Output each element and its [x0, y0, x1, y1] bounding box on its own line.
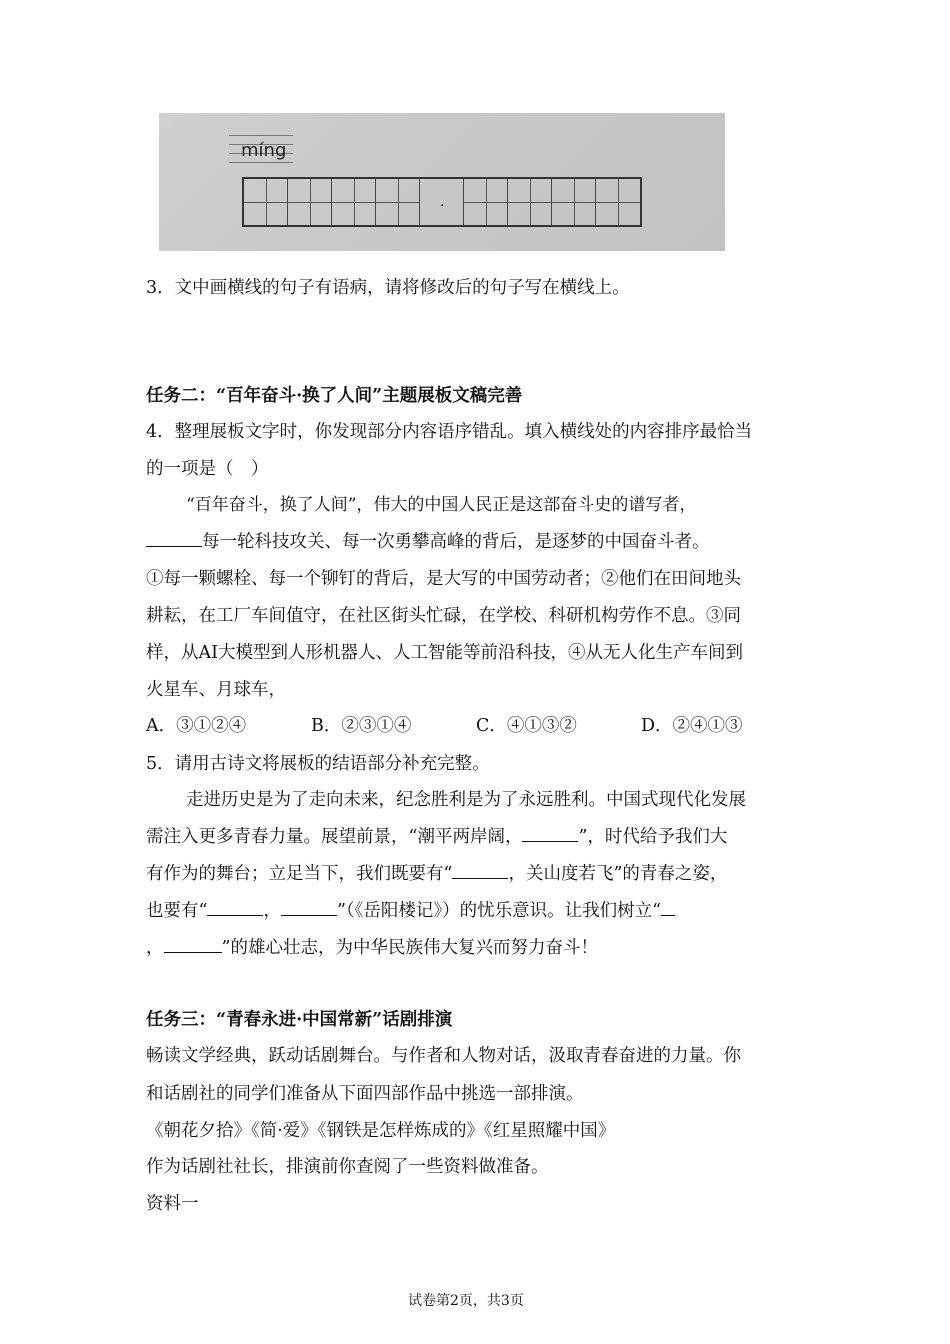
answer-blank[interactable] — [164, 951, 222, 953]
option-a[interactable]: A．③①②④ — [146, 716, 247, 736]
grid-cell — [332, 179, 376, 225]
grid-cell — [508, 179, 552, 225]
answer-blank[interactable] — [522, 840, 578, 842]
q4-passage-line-2: 每一轮科技攻关、每一次勇攀高峰的背后，是逐梦的中国奋斗者。 — [146, 534, 710, 552]
question-4-line-2: 的一项是（ ） — [146, 459, 269, 479]
answer-blank[interactable] — [146, 545, 202, 547]
answer-blank[interactable] — [452, 877, 508, 879]
grid-cell — [552, 179, 596, 225]
q5-line-3: 有作为的舞台；立足当下，我们既要有“ ，关山度若飞”的青春之姿， — [146, 864, 728, 884]
option-c[interactable]: C．④①③② — [476, 716, 577, 736]
question-3: 3．文中画横线的句子有语病，请将修改后的句子写在横线上。 — [146, 278, 630, 298]
question-4-line-1: 4．整理展板文字时，你发现部分内容语序错乱。填入横线处的内容排序最恰当 — [146, 422, 753, 442]
q5-line-4: 也要有“ ， ”（《岳阳楼记》）的忧乐意识。让我们树立“ — [146, 903, 675, 921]
question-5: 5．请用古诗文将展板的结语部分补充完整。 — [146, 754, 490, 774]
grid-cell — [596, 179, 640, 225]
task-3-line-1: 畅读文学经典，跃动话剧舞台。与作者和人物对话，汲取青春奋进的力量。你 — [146, 1046, 741, 1066]
q4-items-line-1: ①每一颗螺栓、每一个铆钉的背后，是大写的中国劳动者；②他们在田间地头 — [146, 569, 741, 589]
q4-items-line-4: 火星车、月球车， — [146, 680, 286, 700]
task-3-line-4: 资料一 — [146, 1194, 199, 1214]
q4-items-line-2: 耕耘，在工厂车间值守，在社区街头忙碌，在学校、科研机构劳作不息。③同 — [146, 606, 741, 626]
answer-blank[interactable] — [661, 914, 675, 916]
option-b[interactable]: B．②③①④ — [311, 716, 412, 736]
grid-dot: · — [440, 198, 445, 214]
option-d[interactable]: D．②④①③ — [641, 716, 743, 736]
grid-cell — [376, 179, 420, 225]
q5-line-5: ， ”的雄心壮志，为中华民族伟大复兴而努力奋斗！ — [146, 938, 598, 958]
answer-blank[interactable] — [281, 914, 337, 916]
grid-cell — [288, 179, 332, 225]
task-3-title: 任务三：“青春永进·中国常新”话剧排演 — [146, 1010, 453, 1030]
q4-items-line-3: 样，从AI大模型到人形机器人、人工智能等前沿科技，④从无人化生产车间到 — [146, 643, 744, 663]
grid-cell — [244, 179, 288, 225]
q5-line-2: 需注入更多青春力量。展望前景，“潮平两岸阔， ”，时代给予我们大 — [146, 827, 728, 847]
grid-cell-dot — [420, 179, 464, 225]
q4-passage-line-1: “百年奋斗，换了人间”，伟大的中国人民正是这部奋斗史的谱写者， — [186, 495, 697, 515]
q5-line-1: 走进历史是为了走向未来，纪念胜利是为了永远胜利。中国式现代化发展 — [186, 790, 746, 810]
pinyin-lines — [229, 135, 293, 163]
answer-blank[interactable] — [207, 914, 263, 916]
pinyin-text: míng — [241, 140, 287, 161]
page-footer: 试卷第2页，共3页 — [408, 1293, 524, 1309]
task-2-title: 任务二：“百年奋斗·换了人间”主题展板文稿完善 — [146, 386, 523, 406]
task-3-line-3: 作为话剧社社长，排演前你查阅了一些资料做准备。 — [146, 1157, 549, 1177]
task-3-line-2: 和话剧社的同学们准备从下面四部作品中挑选一部排演。 — [146, 1084, 584, 1104]
pinyin-grid-photo — [159, 113, 725, 251]
grid-cell — [464, 179, 508, 225]
character-grid — [242, 177, 642, 227]
task-3-book-list: 《朝花夕拾》《简·爱》《钢铁是怎样炼成的》《红星照耀中国》 — [146, 1121, 616, 1141]
